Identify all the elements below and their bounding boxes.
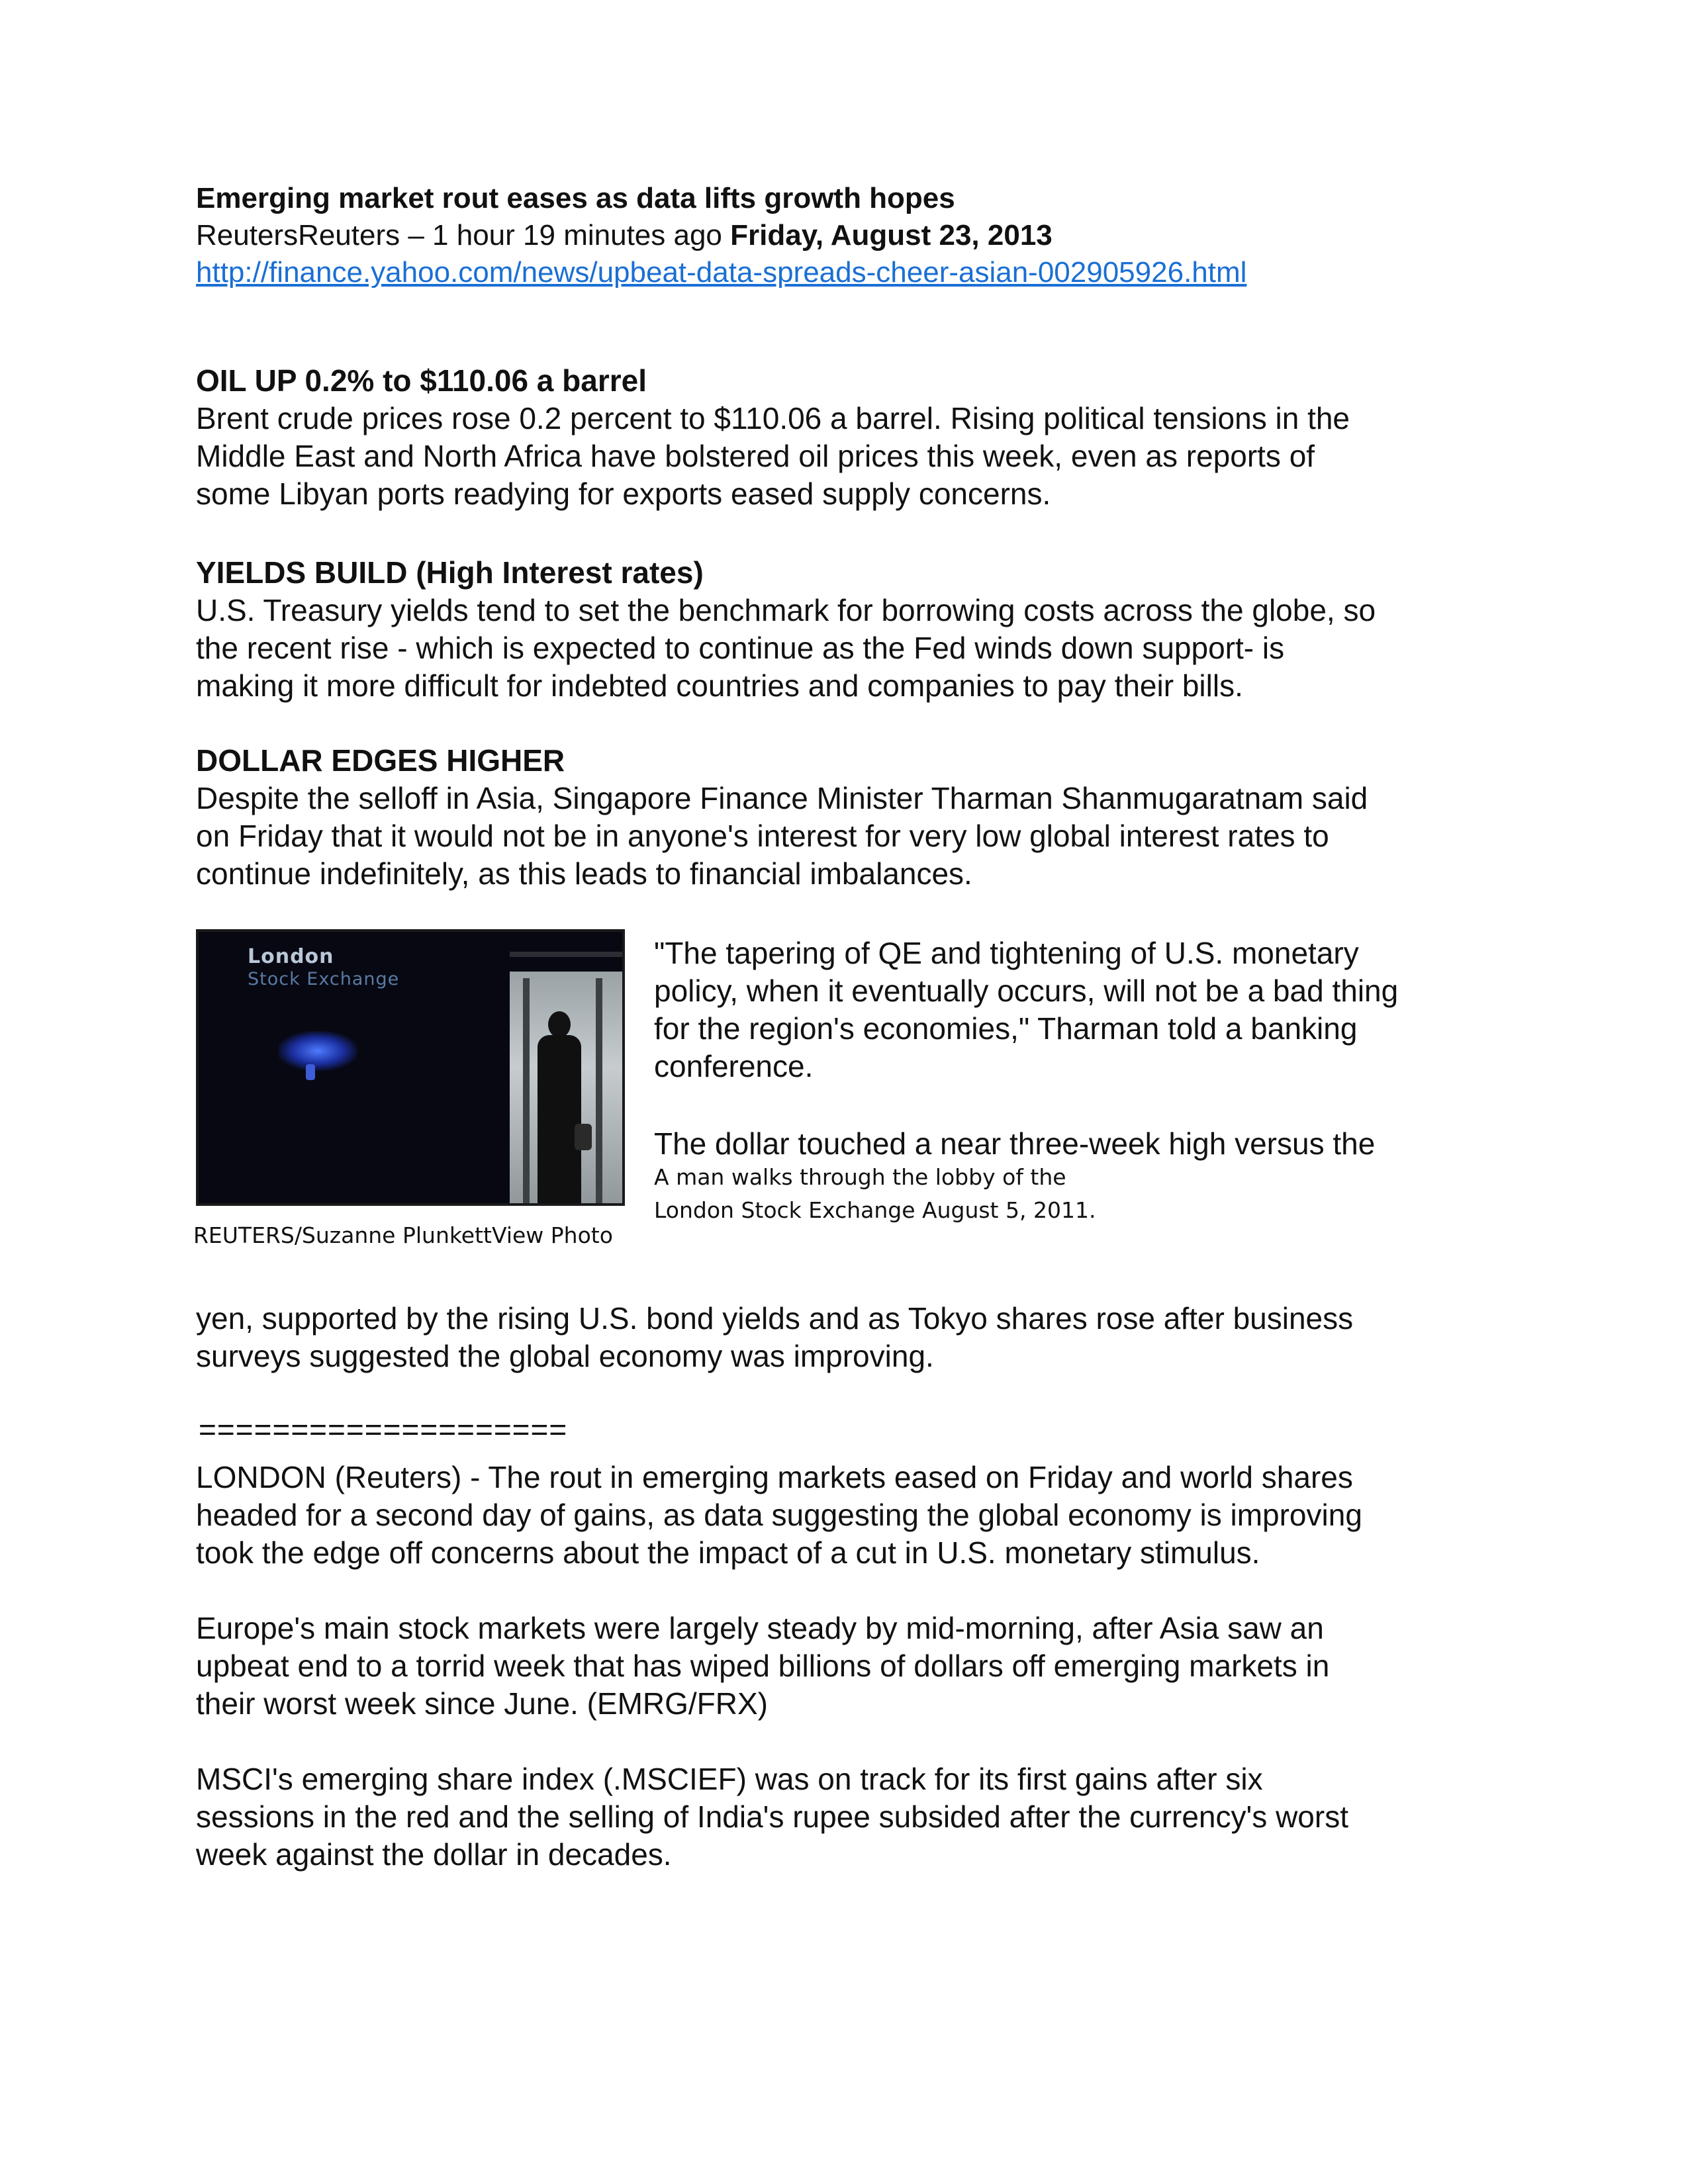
photo-ceiling-bar — [510, 952, 625, 957]
section-dollar — [196, 741, 1520, 893]
photo-man-silhouette — [538, 1035, 581, 1206]
photo-sign-subtitle: Stock Exchange — [248, 969, 400, 989]
byline-source: ReutersReuters – 1 hour 19 minutes ago — [196, 219, 722, 251]
sidebar-quote: "The tapering of QE and tightening of U.S. monetary policy, when it eventually occurs, will not be a bad thing for the region's economies," Tharman told a banking conference. — [654, 936, 1399, 1083]
article-byline — [196, 217, 1520, 254]
section-dollar-heading: DOLLAR EDGES HIGHER — [196, 743, 565, 778]
section-yields-heading: YIELDS BUILD (High Interest rates) — [196, 555, 704, 590]
section-yields — [196, 553, 1520, 705]
photo-door-frame-left — [523, 978, 530, 1206]
article-url-link[interactable]: http://finance.yahoo.com/news/upbeat-data-spreads-cheer-asian-002905926.html — [196, 256, 1247, 289]
photo-blue-dot — [306, 1064, 315, 1080]
photo-sign-title: London — [248, 945, 334, 968]
photo-man-head — [548, 1011, 571, 1038]
sidebar-dollar-start: The dollar touched a near three-week high versus the — [654, 1126, 1376, 1161]
article-title: Emerging market rout eases as data lifts growth hopes — [196, 182, 955, 214]
section-oil-heading: OIL UP 0.2% to $110.06 a barrel — [196, 363, 647, 398]
photo-caption: A man walks through the lobby of the London Stock Exchange August 5, 2011. — [654, 1164, 1096, 1223]
photo-door-frame-right — [596, 978, 602, 1206]
story-paragraph-1: LONDON (Reuters) - The rout in emerging markets eased on Friday and world shares headed for a second day of gains, as data suggesting the global economy is improving took the edge off concerns about the impact of a cut in U.S. monetary stimulus. — [196, 1460, 1362, 1570]
photo-man-bag — [575, 1124, 592, 1150]
continuation-paragraph: yen, supported by the rising U.S. bond yields and as Tokyo shares rose after business surveys suggested the global economy was improving. — [196, 1301, 1354, 1373]
article-header — [196, 180, 1520, 291]
section-yields-body: U.S. Treasury yields tend to set the benchmark for borrowing costs across the globe, so the recent rise - which is expected to continue as the Fed winds down support- is making it more difficult for indebted countries and companies to pay their bills. — [196, 593, 1376, 703]
story-paragraph-3: MSCI's emerging share index (.MSCIEF) was on track for its first gains after six sessions in the red and the selling of India's rupee subsided after the currency's worst week against the dollar in decades. — [196, 1762, 1348, 1872]
section-oil — [196, 361, 1520, 513]
separator-line: ==================== — [199, 1412, 568, 1447]
section-oil-body: Brent crude prices rose 0.2 percent to $110.06 a barrel. Rising political tensions in the Middle East and North Africa have bolstered oil prices this week, even as reports of some Libyan ports readying for exports eased supply concerns. — [196, 401, 1350, 511]
photo-blue-light — [278, 1031, 357, 1071]
london-stock-exchange-photo — [196, 929, 625, 1206]
story-paragraph-2: Europe's main stock markets were largely steady by mid-morning, after Asia saw an upbeat end to a torrid week that has wiped billions of dollars off emerging markets in their worst week since June. (EMRG/FRX) — [196, 1611, 1330, 1721]
section-dollar-body: Despite the selloff in Asia, Singapore Finance Minister Tharman Shanmugaratnam said on Friday that it would not be in anyone's interest for very low global interest rates to continue indefinitely, as this leads to financial imbalances. — [196, 781, 1368, 891]
photo-credit: REUTERS/Suzanne PlunkettView Photo — [193, 1222, 613, 1248]
byline-date: Friday, August 23, 2013 — [730, 219, 1053, 251]
